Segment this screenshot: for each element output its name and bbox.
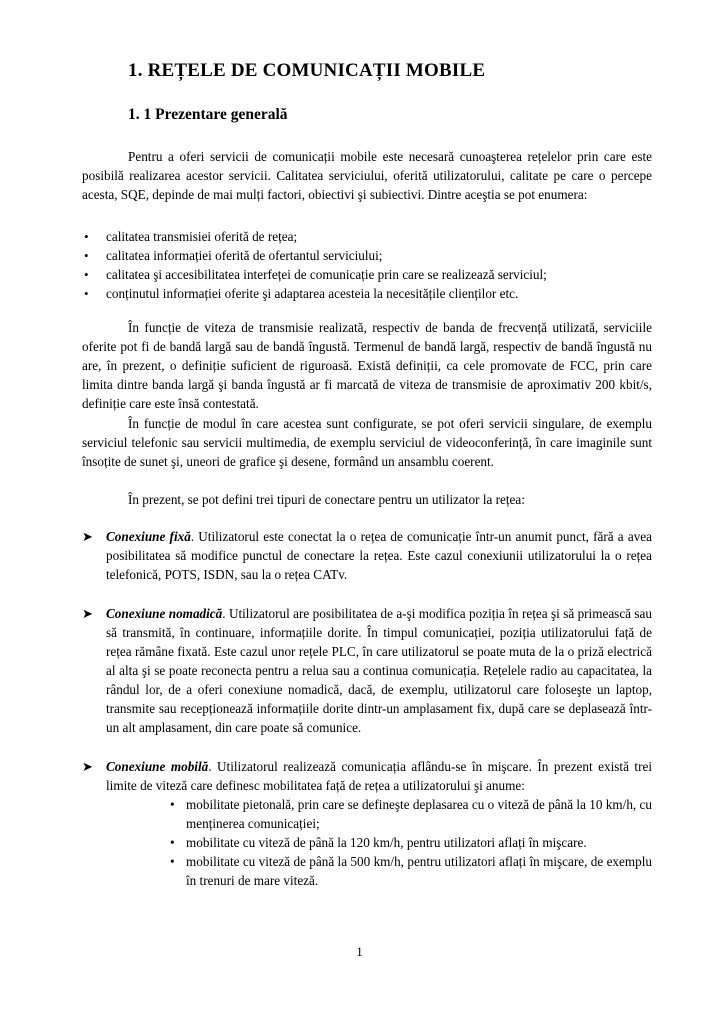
arrow-bullet-icon: ➤ xyxy=(82,759,93,774)
list-item: • conținutul informației oferite şi adaptarea acesteia la necesitățile clienților etc. xyxy=(82,284,547,303)
list-item: • mobilitate cu viteză de până la 500 km/h, pentru utilizatori aflați în mişcare, de exemplu în trenuri de mare viteză. xyxy=(172,852,652,890)
list-item: • calitatea informației oferită de ofertantul serviciului; xyxy=(82,246,547,265)
connection-types-intro: În prezent, se pot defini trei tipuri de conectare pentru un utilizator la rețea: xyxy=(128,492,525,507)
chapter-heading: 1. REȚELE DE COMUNICAȚII MOBILE xyxy=(128,60,486,81)
connection-type-nomadic xyxy=(82,604,652,737)
bandwidth-paragraph: În funcție de viteza de transmisie realizată, respectiv de banda de frecvență utilizată, serviciile oferite pot fi de bandă largă sau de bandă îngustă. Termenul de bandă largă, respectiv de bandă îngustă nu are, în prezent, o definiție suficient de riguroasă. Există definiții, ca cele promovate de FCC, prin care limita dintre banda largă şi banda îngustă ar fi marcată de viteza de transmisie de aproximativ 200 kbit/s, definiție care este însă contestată. xyxy=(82,320,652,411)
description-fixed: . Utilizatorul este conectat la o rețea de comunicație într-un anumit punct, fără a avea posibilitatea să modifice punctul de conectare la rețea. Este cazul conexiunii utilizatorului la o rețea telefonică, POTS, ISDN, sau la o rețea CATv. xyxy=(106,529,652,582)
description-nomadic: . Utilizatorul are posibilitatea de a-şi modifica poziția în rețea şi să primească sau să transmită, în continuare, informațiile dorite. În timpul comunicației, poziția utilizatorului față de rețea rămâne fixată. Este cazul unor rețele PLC, în care utilizatorul se poate muta de la o priză electrică al alta şi se poate reconecta pentru a relua sau a continua comunicația. Rețelele radio au capacitatea, la rândul lor, de a oferi conexiune nomadică, dacă, de exemplu, utilizatorul care foloseşte un laptop, transmite sau recepționează informațiile dorite dintr-un amplasament fix, după care se deplasează într-un alt amplasament, din care poate să comunice. xyxy=(106,606,653,735)
arrow-bullet-icon: ➤ xyxy=(82,606,93,621)
term-nomadic: Conexiune nomadică xyxy=(106,606,223,621)
term-fixed: Conexiune fixă xyxy=(106,529,191,544)
page-number: 1 xyxy=(356,944,363,959)
quality-factors-list xyxy=(82,227,547,303)
list-item: • mobilitate pietonală, prin care se defineşte deplasarea cu o viteză de până la 10 km/h, cu menținerea comunicației; xyxy=(172,795,652,833)
intro-paragraph: Pentru a oferi servicii de comunicații mobile este necesară cunoaşterea rețelelor prin care este posibilă realizarea acestor servicii. Calitatea serviciului, oferită utilizatorului, calitate pe care o percepe acesta, SQE, depinde de mai mulți factori, obiectivi şi subiectivi. Dintre aceştia se pot enumera: xyxy=(82,149,652,202)
configuration-paragraph: În funcție de modul în care acestea sunt configurate, se pot oferi servicii singulare, de exemplu serviciul telefonic sau servicii multimedia, de exemplu serviciul de videoconferință, în care imaginile sunt însoțite de sunet şi, uneori de grafice şi desene, formând un ansamblu coerent. xyxy=(82,416,652,469)
list-item: • calitatea transmisiei oferită de rețea; xyxy=(82,227,547,246)
term-mobile: Conexiune mobilă xyxy=(106,759,209,774)
arrow-bullet-icon: ➤ xyxy=(82,529,93,544)
section-heading: 1. 1 Prezentare generală xyxy=(128,106,288,123)
list-item: • mobilitate cu viteză de până la 120 km/h, pentru utilizatori aflați în mişcare. xyxy=(172,833,652,852)
connection-type-fixed xyxy=(82,527,652,584)
connection-type-mobile xyxy=(82,757,652,890)
description-mobile: . Utilizatorul realizează comunicația aflându-se în mişcare. În prezent există trei limite de viteză care definesc mobilitatea față de rețea a utilizatorului şi anume: xyxy=(106,759,652,793)
list-item: • calitatea şi accesibilitatea interfeței de comunicație prin care se realizează serviciul; xyxy=(82,265,547,284)
mobility-limits-list xyxy=(172,795,652,890)
